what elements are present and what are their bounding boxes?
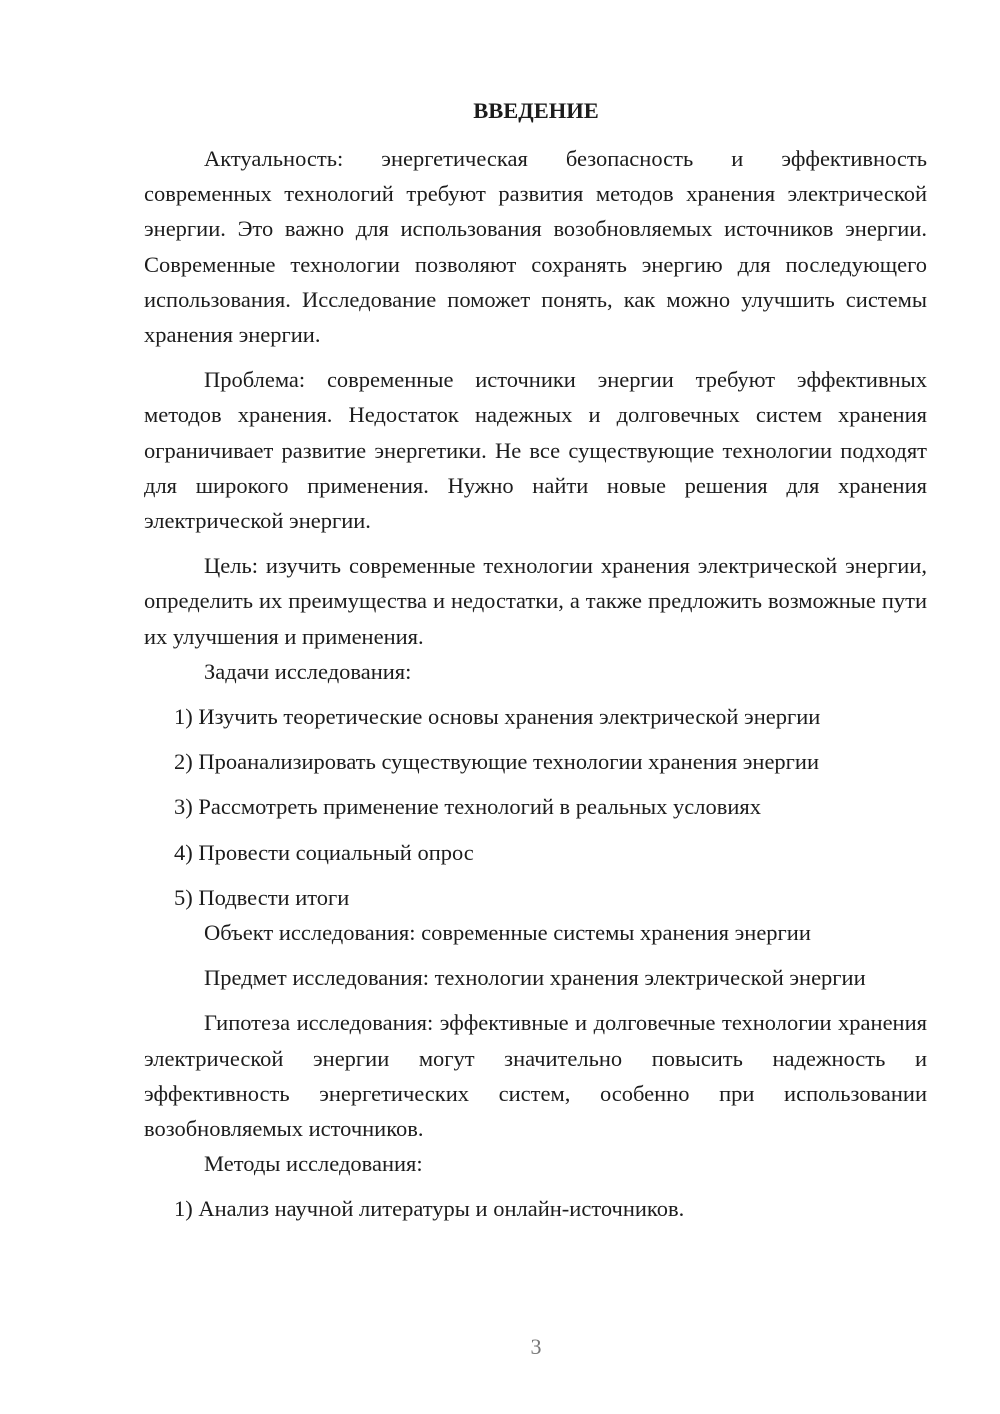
goal-paragraph: Цель: изучить современные технологии хранения электрической энергии, определить их преимущества и недостатки, а также предложить возможные пути их улучшения и применения.: [144, 553, 927, 649]
task-item-4: 4) Провести социальный опрос: [174, 839, 474, 865]
hypothesis-paragraph: Гипотеза исследования: эффективные и долговечные технологии хранения электрической энергии могут значительно повысить надежность и эффективность энергетических систем, особенно при использовании возобновляемых источников.: [144, 1010, 927, 1142]
problem-paragraph: Проблема: современные источники энергии требуют эффективных методов хранения. Недостаток надежных и долговечных систем хранения ограничивает развитие энергетики. Не все существующие технологии подходят для широкого применения. Нужно найти новые решения для хранения электрической энергии.: [144, 367, 927, 534]
subject-paragraph: Предмет исследования: технологии хранения электрической энергии: [204, 965, 866, 991]
object-line: Объект исследования: современные системы хранения энергии: [204, 920, 811, 946]
page-number: 3: [530, 1334, 542, 1359]
tasks-heading: Задачи исследования:: [204, 658, 412, 684]
task-item-5: 5) Подвести итоги: [174, 884, 350, 910]
method-item-1: 1) Анализ научной литературы и онлайн-источников.: [174, 1196, 685, 1222]
section-heading: ВВЕДЕНИЕ: [473, 98, 599, 123]
document-body: [144, 141, 927, 1227]
task-item-1: 1) Изучить теоретические основы хранения электрической энергии: [174, 704, 821, 730]
task-item-3: 3) Рассмотреть применение технологий в реальных условиях: [174, 794, 761, 820]
methods-heading: Методы исследования:: [204, 1151, 423, 1177]
relevance-paragraph: Актуальность: энергетическая безопасность и эффективность современных технологий требуют развития методов хранения электрической энергии. Это важно для использования возобновляемых источников энергии. Современные технологии позволяют сохранять энергию для последующего использования. Исследование поможет понять, как можно улучшить системы хранения энергии.: [144, 146, 927, 348]
task-item-2: 2) Проанализировать существующие технологии хранения энергии: [174, 749, 819, 775]
